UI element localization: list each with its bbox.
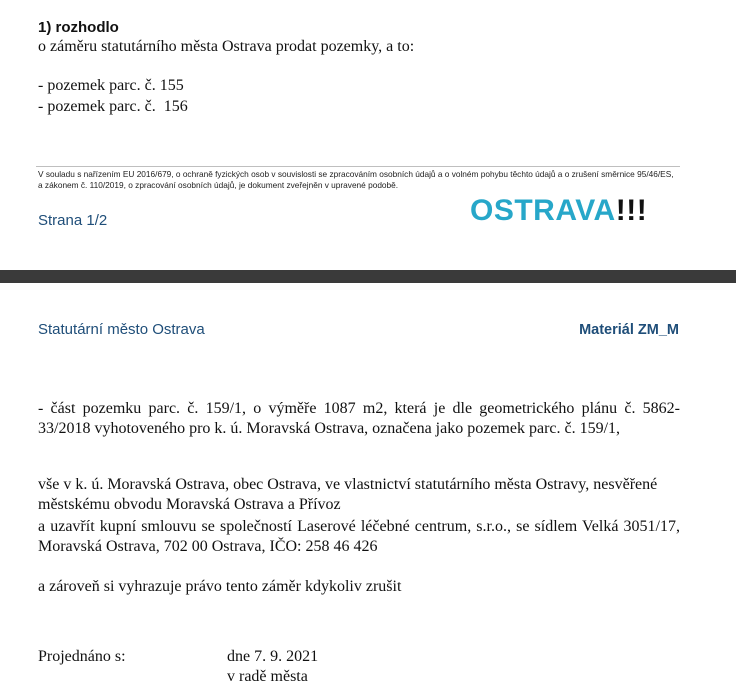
discussed-date: dne 7. 9. 2021 [227,648,319,665]
paragraph-contract: a uzavřít kupní smlouvu se společností Laserové léčebné centrum, s.r.o., se sídlem Velká 3051/17, Moravská Ostrava, 702 00 Ostrava, IČO: 258 46 426 [38,518,680,555]
material-code: Materiál ZM_M [579,322,679,338]
paragraph-ownership: vše v k. ú. Moravská Ostrava, obec Ostrava, ve vlastnictví statutárního města Ostravy, nesvěřené městskému obvodu Moravská Ostrava a Přívoz [38,476,658,513]
footer-rule [36,166,680,167]
logo-wordmark: OSTRAVA [470,194,616,227]
organization-name: Statutární město Ostrava [38,321,205,338]
parcel-item: - pozemek parc. č. 155 [38,77,184,94]
resolution-heading: 1) rozhodlo [38,19,119,36]
parcel-item: - pozemek parc. č. 156 [38,98,188,115]
discussed-label: Projednáno s: [38,648,126,665]
page-number: Strana 1/2 [38,212,108,229]
paragraph-parcel: - část pozemku parc. č. 159/1, o výměře 1087 m2, která je dle geometrického plánu č. 5862-33/2018 vyhotoveného pro k. ú. Moravská Ostrava, označena jako pozemek parc. č. 159/1, [38,400,680,437]
document-page-1 [0,0,736,270]
discussed-body: v radě města [227,668,308,685]
ostrava-logo [470,194,647,228]
logo-exclaim: !!! [615,194,648,227]
page-separator [0,270,736,283]
paragraph-reserve: a zároveň si vyhrazuje právo tento záměr kdykoliv zrušit [38,578,402,595]
document-page-2 [0,283,736,696]
gdpr-notice: V souladu s nařízením EU 2016/679, o ochraně fyzických osob v souvislosti se zpracováním osobních údajů a o volném pohybu těchto údajů a o zrušení směrnice 95/46/ES, a zákonem č. 110/2019, o zpracování osobních údajů, je dokument zveřejněn v upravené podobě. [38,169,674,190]
resolution-intro: o záměru statutárního města Ostrava prodat pozemky, a to: [38,38,415,55]
